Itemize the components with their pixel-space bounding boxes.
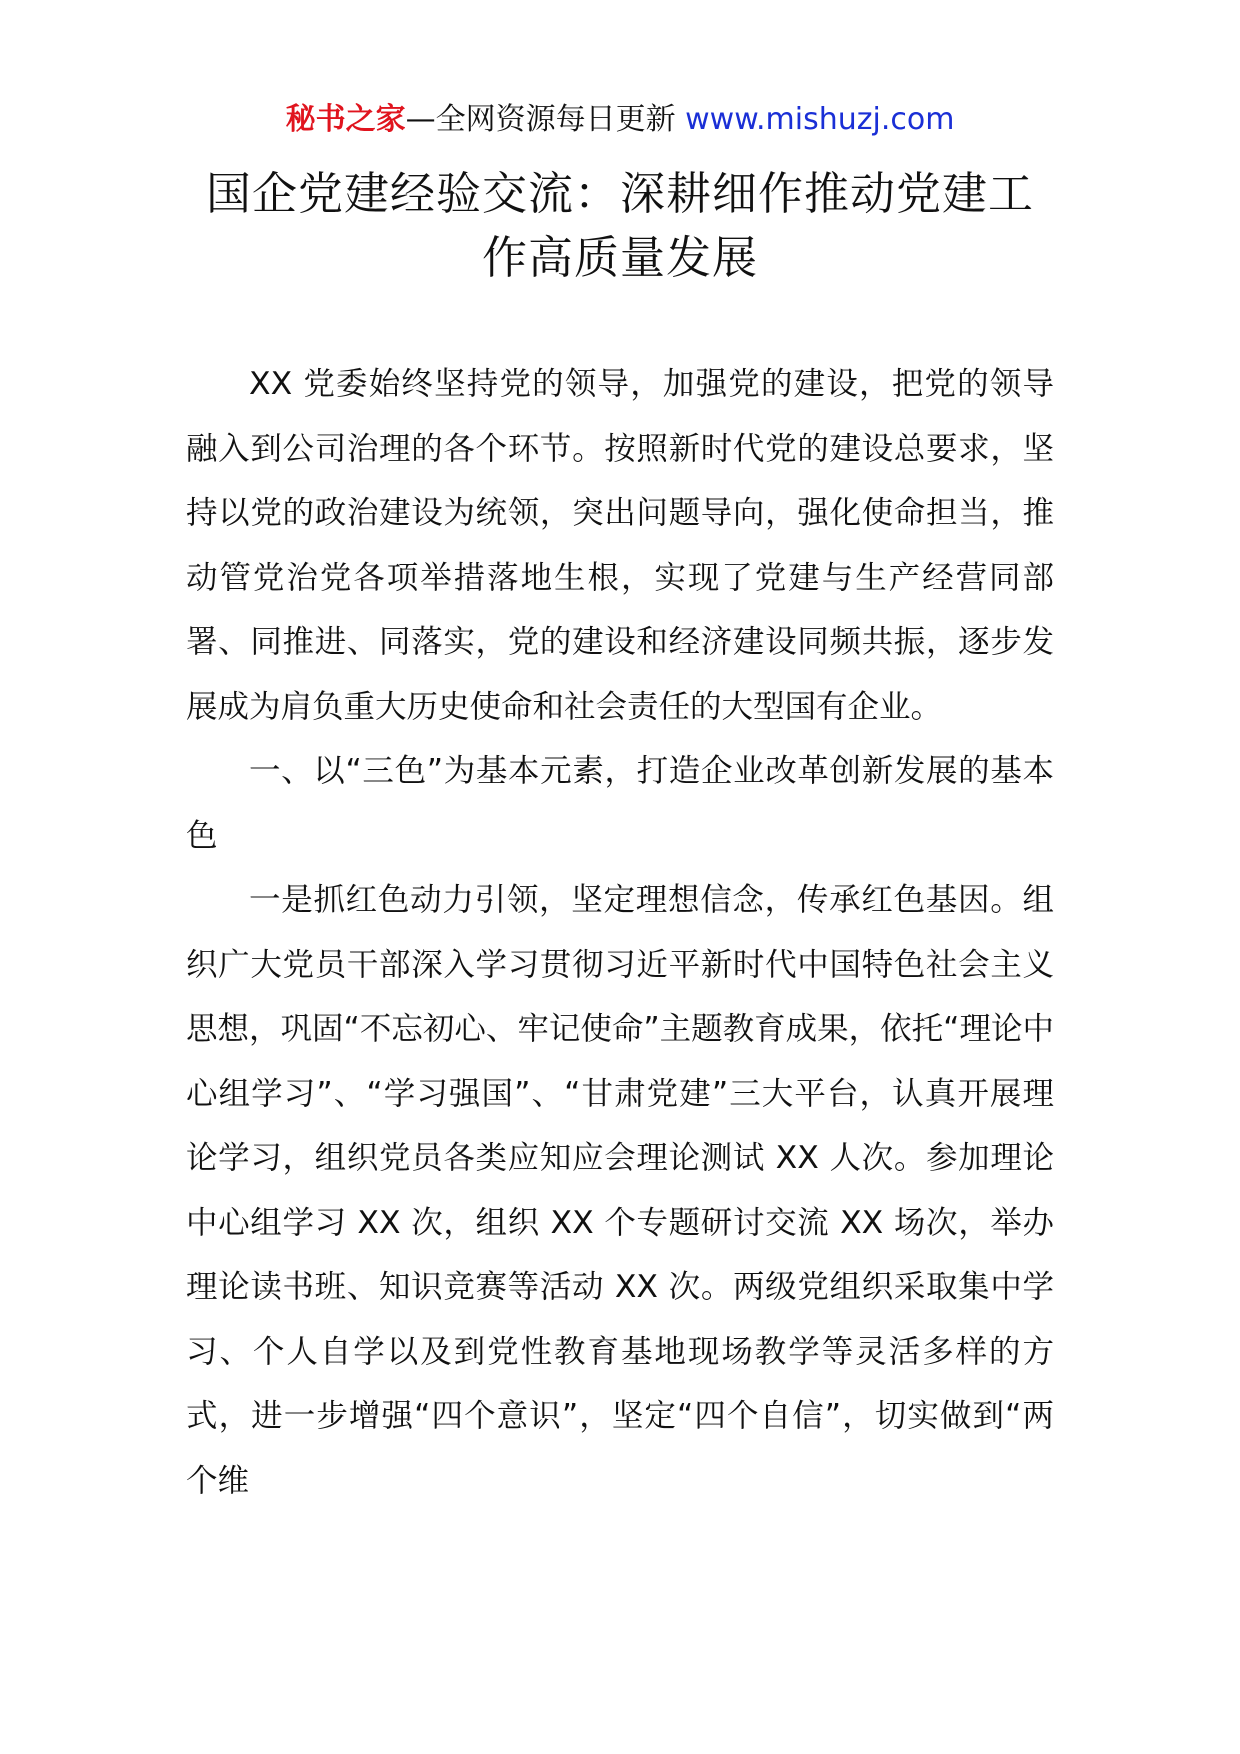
document-title: 国企党建经验交流：深耕细作推动党建工作高质量发展	[205, 167, 1034, 284]
document-body	[186, 352, 1054, 1513]
body-paragraph: 一是抓红色动力引领，坚定理想信念，传承红色基因。组织广大党员干部深入学习贯彻习近平新时代中国特色社会主义思想，巩固“不忘初心、牢记使命”主题教育成果，依托“理论中心组学习”、“学习强国”、“甘肃党建”三大平台，认真开展理论学习，组织党员各类应知应会理论测试 XX 人次。参加理论中心组学习 XX 次，组织 XX 个专题研讨交流 XX 场次，举办理论读书班、知识竞赛等活动 XX 次。两级党组织采取集中学习、个人自学以及到党性教育基地现场教学等灵活多样的方式，进一步增强“四个意识”，坚定“四个自信”，切实做到“两个维	[186, 882, 1054, 1499]
intro-paragraph: XX 党委始终坚持党的领导，加强党的建设，把党的领导融入到公司治理的各个环节。按照新时代党的建设总要求，坚持以党的政治建设为统领，突出问题导向，强化使命担当，推动管党治党各项举措落地生根，实现了党建与生产经营同部署、同推进、同落实，党的建设和经济建设同频共振，逐步发展成为肩负重大历史使命和社会责任的大型国有企业。	[186, 366, 1054, 725]
section-heading: 一、以“三色”为基本元素，打造企业改革创新发展的基本色	[186, 753, 1054, 854]
site-slogan: —全网资源每日更新	[405, 102, 676, 137]
site-name: 秘书之家	[285, 102, 406, 137]
site-header	[0, 100, 1240, 140]
site-url-link[interactable]: www.mishuzj.com	[685, 102, 955, 137]
